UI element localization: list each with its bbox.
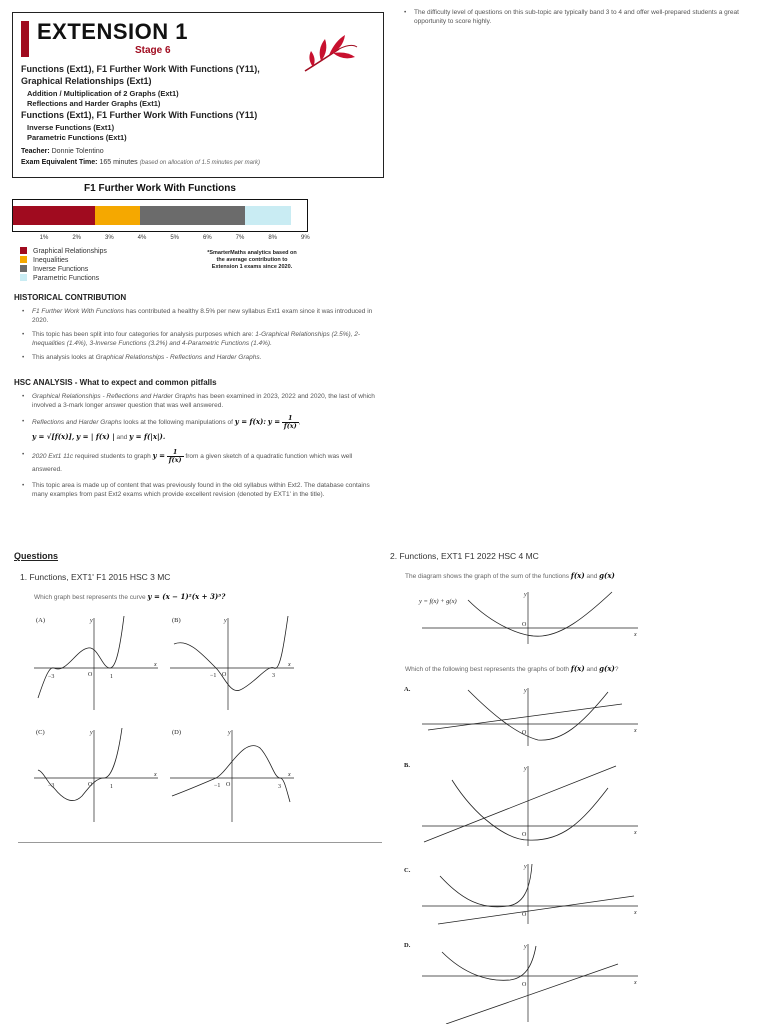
g-of-x: g(x)	[599, 571, 615, 580]
question-2-title: 2. Functions, EXT1 F1 2022 HSC 4 MC	[390, 551, 539, 561]
bullet-text: This topic area is made up of content that was previously found in the old syllabus within Ext2. The database contains many examples from past Ext2 exams which provide excellent revision (denoted by EXT1' in the title).	[32, 482, 370, 498]
legend-item	[20, 247, 107, 256]
list-item: • Reflections and Harder Graphs looks at the following manipulations of y = f(x): y = $\frac{1}{f(x)}$ , y = √[f(x)], y = | f(x) | and y = f(|x|).	[14, 415, 384, 444]
math-reciprocal-lhs: y =	[152, 451, 165, 461]
option-a-label: A.	[404, 686, 411, 693]
bullet-text: has contributed a healthy 8.5% per new syllabus Ext1 exam since it was introduced in 2020.	[32, 308, 373, 324]
svg-text:y: y	[228, 730, 231, 736]
option-c-label: C.	[404, 867, 411, 874]
list-item	[14, 449, 384, 476]
course-title: EXTENSION 1	[37, 19, 188, 44]
topic-line-3: Functions (Ext1), F1 Further Work With Functions (Y11)	[21, 110, 258, 120]
graph-option-a[interactable]	[32, 614, 162, 714]
svg-text:3: 3	[272, 673, 275, 679]
math-abs: y = | f(x) |	[76, 432, 115, 441]
graph-option-b[interactable]	[412, 762, 642, 850]
svg-text:y: y	[524, 592, 527, 598]
svg-text:O: O	[522, 730, 527, 736]
x-tick-label: 7%	[235, 235, 245, 241]
graph-c-label: (C)	[36, 729, 45, 736]
bullet-text: This analysis looks at	[32, 354, 96, 361]
stacked-bar-chart	[12, 199, 308, 232]
svg-text:O: O	[88, 672, 93, 678]
and-text: and	[584, 666, 600, 673]
subtopic-1: Addition / Multiplication of 2 Graphs (Ext1)	[27, 89, 179, 98]
sum-graph	[412, 588, 642, 646]
and-text: and	[584, 573, 600, 580]
graph-option-c[interactable]	[412, 862, 642, 926]
brand-bar	[21, 21, 29, 57]
exam-time-label: Exam Equivalent Time:	[21, 159, 98, 166]
bar-segment-inequalities	[95, 206, 141, 225]
svg-text:y: y	[90, 618, 93, 624]
graph-a-label: (A)	[36, 617, 46, 624]
svg-text:x: x	[634, 830, 637, 836]
question-1-prompt	[34, 592, 225, 601]
teacher-line	[21, 148, 104, 155]
svg-text:x: x	[634, 632, 637, 638]
legend-label: Graphical Relationships	[33, 248, 107, 255]
bar-segment-inverse-functions	[140, 206, 245, 225]
svg-text:x: x	[634, 980, 637, 986]
hsc-analysis-list	[14, 392, 384, 504]
historical-heading: HISTORICAL CONTRIBUTION	[14, 293, 127, 302]
teacher-name: Donnie Tolentino	[51, 148, 104, 155]
curve-equation: y = (x − 1)²(x + 3)³?	[147, 592, 226, 601]
x-tick-label: 9%	[301, 235, 310, 241]
reciprocal-fraction	[282, 415, 299, 430]
reciprocal-fraction	[167, 449, 184, 464]
graph-option-c[interactable]	[32, 726, 162, 826]
question-2-prompt	[405, 571, 615, 580]
bar-segment-graphical-relationships	[13, 206, 95, 225]
prompt-text: The diagram shows the graph of the sum of the functions	[405, 573, 571, 580]
svg-text:−3: −3	[48, 783, 55, 789]
x-tick-label: 5%	[170, 235, 179, 241]
chart-note	[192, 250, 312, 271]
svg-text:O: O	[522, 832, 527, 838]
legend-item	[20, 256, 107, 265]
f-of-x: f(x)	[570, 571, 585, 580]
legend-swatch	[20, 274, 27, 281]
questions-heading: Questions	[14, 551, 59, 561]
list-item	[14, 392, 384, 410]
svg-text:y: y	[90, 730, 93, 736]
and-text: and	[114, 434, 130, 441]
stage-label: Stage 6	[135, 45, 171, 56]
svg-text:O: O	[88, 782, 93, 788]
fraction-denominator: f(x)	[283, 422, 297, 430]
bullet-text: looks at the following manipulations of	[121, 419, 235, 427]
svg-text:y: y	[524, 944, 527, 950]
option-d-label: D.	[404, 942, 411, 949]
graph-d-label: (D)	[172, 729, 182, 736]
question-mark: ?	[614, 666, 619, 673]
svg-text:x: x	[288, 662, 291, 668]
x-tick-label: 2%	[72, 235, 81, 241]
exam-reference: 2020 Ext1 11c	[32, 453, 74, 461]
question-divider	[18, 842, 382, 843]
difficulty-note	[396, 8, 758, 31]
bar-segment-parametric-functions	[245, 206, 291, 225]
prompt-text: Which of the following best represents the graphs of both	[405, 666, 571, 673]
topic-name: Reflections and Harder Graphs	[32, 419, 122, 427]
fraction-numerator: 1	[282, 415, 299, 423]
svg-text:x: x	[288, 772, 291, 778]
svg-text:O: O	[226, 782, 231, 788]
bullet-text: has been examined in 2023, 2022 and 2020, the last of which involved a 3-mark longer answer question that was well answered.	[32, 393, 375, 409]
svg-text:−3: −3	[48, 674, 55, 680]
svg-text:x: x	[634, 728, 637, 734]
svg-text:y: y	[224, 618, 227, 624]
chart-title: F1 Further Work With Functions	[84, 183, 236, 194]
graph-option-d[interactable]	[412, 940, 642, 1024]
category-breakdown: 1-Graphical Relationships (2.5%), 2-Inequalities (1.4%), 3-Inverse Functions (3.2%) and 4-Parametric Functions (1.4%).	[32, 331, 361, 347]
historical-list	[14, 307, 384, 367]
legend-item	[20, 265, 107, 274]
graph-option-d[interactable]	[168, 726, 298, 826]
list-item	[14, 353, 384, 362]
legend-swatch	[20, 247, 27, 254]
f-of-x: f(x)	[570, 664, 585, 673]
teacher-label: Teacher:	[21, 148, 50, 155]
graph-b-label: (B)	[172, 617, 181, 624]
legend-label: Parametric Functions	[33, 275, 100, 282]
x-tick-label: 6%	[203, 235, 212, 241]
exam-time-note: (based on allocation of 1.5 minutes per mark)	[139, 160, 260, 166]
x-tick-label: 3%	[105, 235, 114, 241]
prompt-text: Which graph best represents the curve	[34, 594, 148, 601]
sum-graph-label: y = f(x) + g(x)	[419, 598, 457, 605]
question-2-prompt-2	[405, 664, 618, 673]
subtopic-3: Inverse Functions (Ext1)	[27, 123, 115, 132]
bullet-text: This topic has been split into four categories for analysis purposes which are:	[32, 331, 256, 338]
svg-text:3: 3	[278, 784, 281, 790]
legend-label: Inequalities	[33, 257, 69, 264]
legend-swatch	[20, 256, 27, 263]
svg-text:1: 1	[110, 674, 113, 680]
legend-label: Inverse Functions	[33, 266, 89, 273]
svg-text:x: x	[154, 662, 157, 668]
svg-text:−1: −1	[214, 783, 221, 789]
svg-text:x: x	[634, 910, 637, 916]
fraction-numerator: 1	[167, 449, 184, 457]
analysis-subject: Graphical Relationships - Reflections and Harder Graphs.	[95, 354, 262, 361]
difficulty-text: The difficulty level of questions on this sub-topic are typically band 3 to 4 and offer well-prepared students a great opportunity to score highly.	[414, 9, 739, 25]
svg-text:y: y	[524, 766, 527, 772]
g-of-x: g(x)	[599, 664, 615, 673]
math-sqrt: y = √[f(x)],	[32, 432, 75, 441]
hsc-analysis-heading: HSC ANALYSIS - What to expect and common pitfalls	[14, 378, 217, 387]
svg-text:y: y	[524, 688, 527, 694]
leaf-logo-icon	[299, 27, 359, 75]
svg-text:x: x	[154, 772, 157, 778]
svg-text:O: O	[522, 622, 527, 628]
list-item	[396, 8, 758, 26]
x-tick-label: 1%	[39, 235, 49, 241]
svg-text:O: O	[522, 912, 527, 918]
fraction-denominator: f(x)	[168, 456, 182, 464]
legend-item	[20, 274, 107, 283]
svg-text:−1: −1	[210, 673, 217, 679]
exam-time-line	[21, 159, 260, 166]
bullet-text: from a given sketch of a quadratic function which was well answered.	[32, 453, 353, 473]
list-item	[14, 307, 384, 325]
graph-option-b[interactable]	[168, 614, 298, 714]
subtopic-2: Reflections and Harder Graphs (Ext1)	[27, 99, 161, 108]
topic-name: F1 Further Work With Functions	[32, 308, 125, 315]
x-tick-label: 8%	[268, 235, 277, 241]
option-b-label: B.	[404, 762, 410, 769]
topic-name: Graphical Relationships - Reflections and Harder Graphs	[32, 393, 197, 400]
exam-time-value: 165 minutes	[99, 159, 138, 166]
graph-option-a[interactable]	[412, 684, 642, 748]
topic-line-1: Functions (Ext1), F1 Further Work With Functions (Y11),	[21, 64, 260, 74]
list-item	[14, 330, 384, 348]
question-1-title: 1. Functions, EXT1' F1 2015 HSC 3 MC	[20, 572, 171, 582]
chart-legend	[20, 247, 107, 283]
topic-line-2: Graphical Relationships (Ext1)	[21, 76, 152, 86]
math-abs-x: y = f(|x|).	[129, 432, 166, 441]
svg-text:1: 1	[110, 784, 113, 790]
chart-note-line-3: Extension 1 exams since 2020.	[211, 264, 293, 270]
math-base: y = f(x):	[234, 417, 266, 427]
bullet-text: required students to graph	[73, 453, 153, 461]
svg-text:y: y	[524, 864, 527, 870]
legend-swatch	[20, 265, 27, 272]
header-card	[12, 12, 384, 178]
x-tick-label: 4%	[137, 235, 147, 241]
svg-text:O: O	[222, 672, 227, 678]
math-reciprocal-lhs: y =	[267, 417, 281, 427]
chart-note-line-1: *SmarterMaths analytics based on	[207, 250, 297, 256]
chart-note-line-2: the average contribution to	[216, 257, 288, 263]
subtopic-4: Parametric Functions (Ext1)	[27, 133, 127, 142]
svg-text:O: O	[522, 982, 527, 988]
list-item	[14, 481, 384, 499]
